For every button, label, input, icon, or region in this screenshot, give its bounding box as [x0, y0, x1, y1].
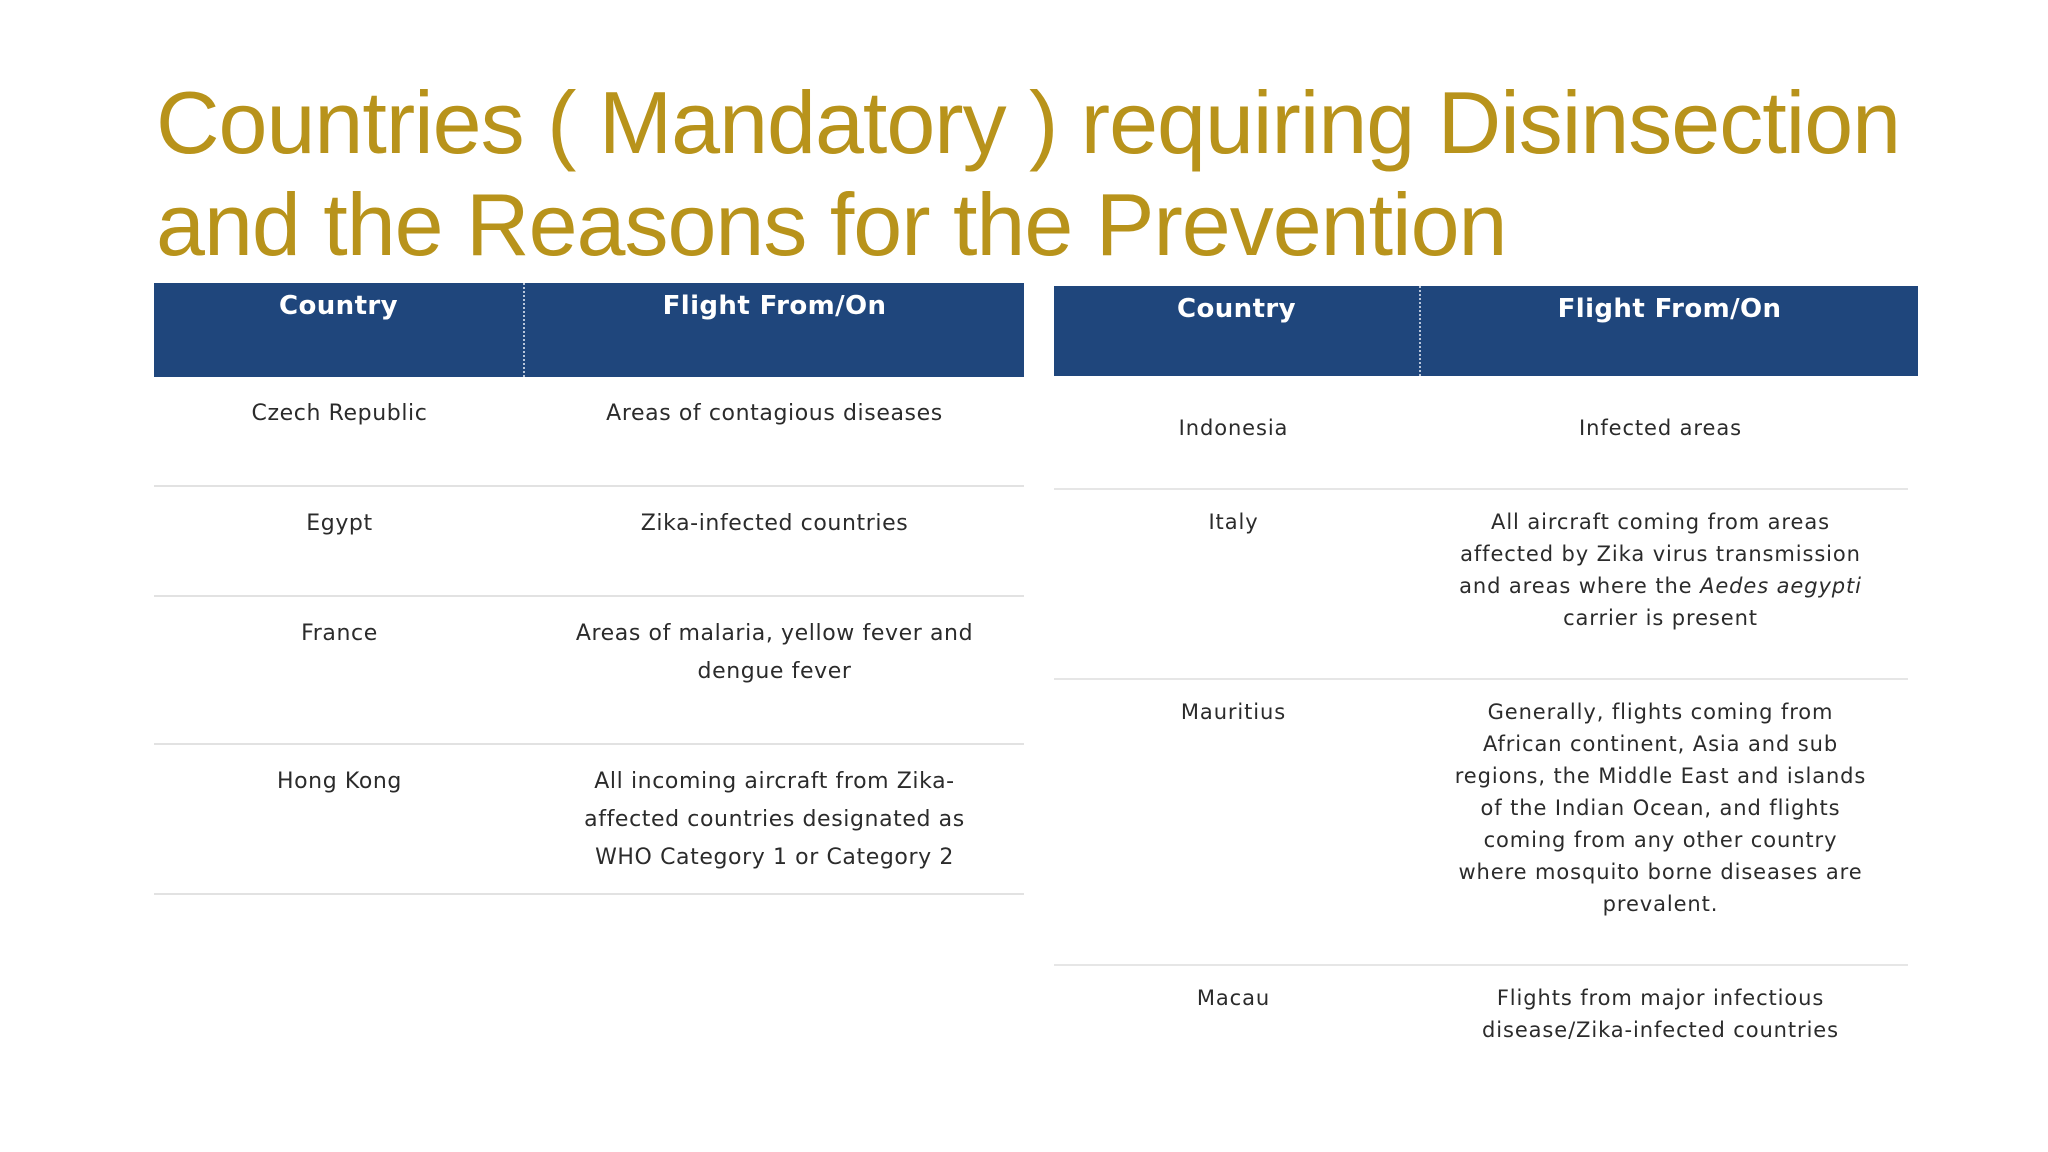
country-cell: France	[301, 621, 378, 646]
flight-cell	[525, 745, 1024, 893]
flight-line: All incoming aircraft from Zika-	[594, 769, 955, 794]
left-header-flight: Flight From/On	[662, 291, 887, 321]
flight-cell	[1413, 376, 1908, 488]
flight-line: Infected areas	[1579, 416, 1742, 440]
right-table	[1054, 286, 1918, 1066]
flight-line: regions, the Middle East and islands	[1454, 764, 1867, 788]
left-table	[154, 283, 1024, 895]
flight-cell	[1413, 966, 1908, 1066]
country-cell: Indonesia	[1178, 416, 1289, 440]
right-table-header	[1054, 286, 1918, 376]
country-cell: Macau	[1196, 986, 1271, 1010]
flight-line: Areas of malaria, yellow fever and	[575, 621, 974, 646]
table-row	[154, 377, 1024, 487]
flight-line: African continent, Asia and sub	[1482, 732, 1839, 756]
flight-line: and areas where the Aedes aegypti	[1459, 574, 1862, 598]
flight-line: Generally, flights coming from	[1487, 700, 1834, 724]
right-header-country: Country	[1054, 286, 1421, 376]
flight-line: Flights from major infectious	[1496, 986, 1825, 1010]
flight-cell	[1413, 490, 1908, 678]
flight-line: dengue fever	[697, 659, 852, 684]
slide-title-line-1: Countries ( Mandatory ) requiring Disinsection	[156, 73, 1901, 172]
flight-line: Areas of contagious diseases	[606, 401, 943, 426]
slide-title-line-2: and the Reasons for the Prevention	[156, 175, 1507, 274]
right-table-body	[1054, 376, 1908, 1066]
flight-cell	[525, 487, 1024, 595]
table-row	[1054, 966, 1908, 1066]
flight-line: prevalent.	[1602, 892, 1719, 916]
left-header-country: Country	[154, 283, 525, 377]
right-header-flight: Flight From/On	[1557, 294, 1782, 324]
table-row	[154, 745, 1024, 895]
flight-line: affected countries designated as	[584, 807, 965, 832]
flight-line: disease/Zika-infected countries	[1482, 1018, 1839, 1042]
flight-line: carrier is present	[1563, 606, 1758, 630]
flight-cell	[525, 377, 1024, 485]
flight-line: Zika-infected countries	[640, 511, 909, 536]
species-name: Aedes aegypti	[1700, 574, 1862, 598]
country-cell: Egypt	[306, 511, 373, 536]
country-cell: Hong Kong	[276, 769, 402, 794]
country-cell: Mauritius	[1180, 700, 1287, 724]
flight-line: WHO Category 1 or Category 2	[595, 845, 954, 870]
flight-cell	[525, 597, 1024, 743]
flight-line: of the Indian Ocean, and flights	[1480, 796, 1841, 820]
left-table-header	[154, 283, 1024, 377]
flight-cell	[1413, 680, 1908, 964]
flight-line: affected by Zika virus transmission	[1460, 542, 1861, 566]
flight-line: where mosquito borne diseases are	[1458, 860, 1863, 884]
table-row	[154, 597, 1024, 745]
flight-line: coming from any other country	[1483, 828, 1838, 852]
table-row	[1054, 680, 1908, 966]
table-row	[1054, 376, 1908, 490]
slide-title	[156, 72, 1956, 276]
flight-line: All aircraft coming from areas	[1491, 510, 1830, 534]
table-row	[1054, 490, 1908, 680]
country-cell: Italy	[1208, 510, 1259, 534]
table-row	[154, 487, 1024, 597]
country-cell: Czech Republic	[251, 401, 428, 426]
